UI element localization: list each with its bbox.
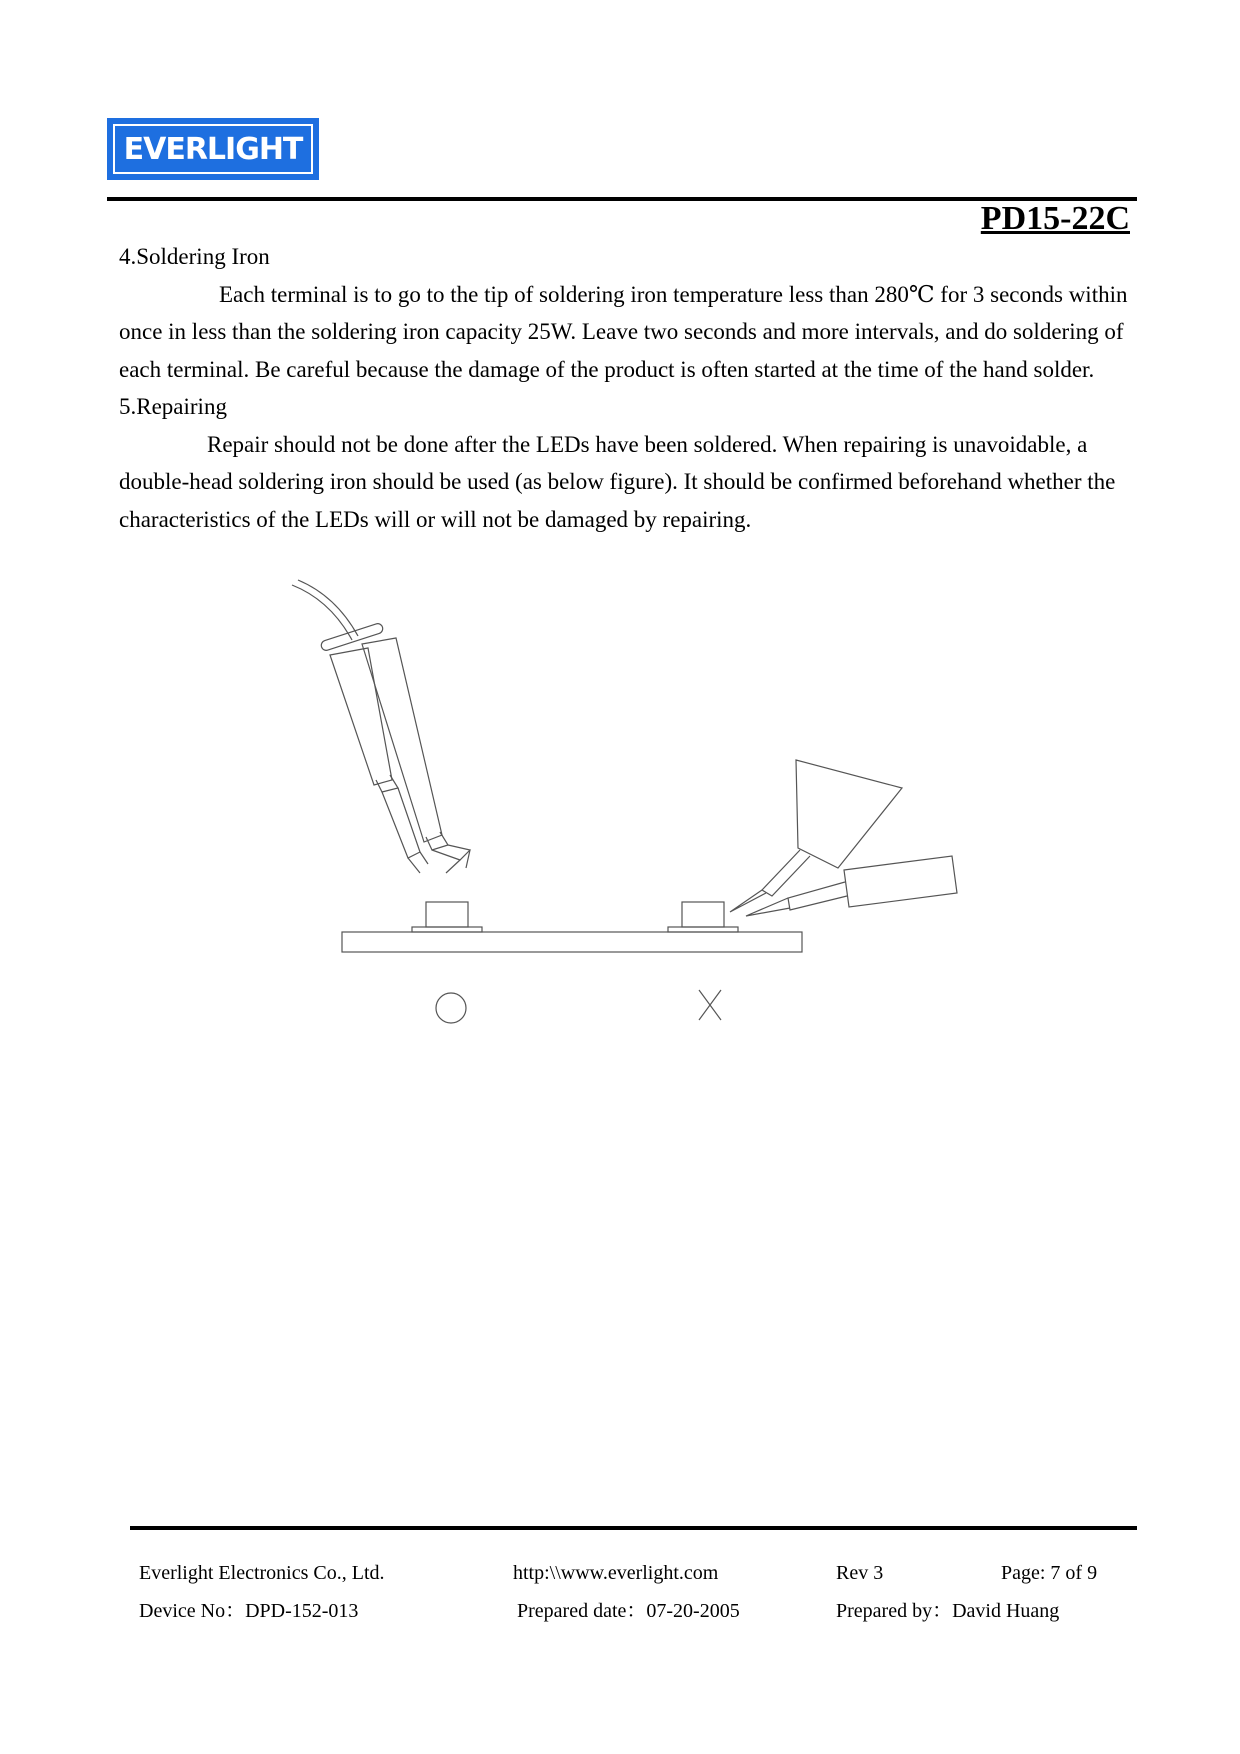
- everlight-logo: [107, 118, 319, 180]
- logo-text: EVERLIGHT: [123, 131, 303, 167]
- footer-prepared-by: Prepared by：David Huang: [836, 1600, 1060, 1622]
- section-paragraph: Repair should not be done after the LEDs have been soldered. When repairing is unavoidable, a double-head soldering iron should be used (as below figure). It should be confirmed beforehand whether the characteristics of the LEDs will or will not be damaged by repairing.: [119, 431, 1116, 532]
- ok-mark-circle: [436, 993, 466, 1023]
- repair-figure: [280, 575, 980, 1035]
- section-heading: 4.Soldering Iron: [119, 244, 270, 269]
- document-body: [119, 238, 1129, 538]
- section-paragraph: Each terminal is to go to the tip of soldering iron temperature less than 280℃ for 3 seconds within once in less than the soldering iron capacity 25W. Leave two seconds and more intervals, and do soldering of each terminal. Be careful because the damage of the product is often started at the time of the hand solder.: [119, 281, 1128, 382]
- double-head-soldering-iron: [292, 580, 470, 873]
- footer-prepared-date: Prepared date：07-20-2005: [517, 1600, 740, 1622]
- footer-device-no: Device No：DPD-152-013: [139, 1600, 359, 1622]
- footer-company: Everlight Electronics Co., Ltd.: [139, 1562, 385, 1584]
- footer-rev: Rev 3: [836, 1562, 884, 1584]
- footer-rule: [130, 1526, 1137, 1530]
- footer-url[interactable]: http:\\www.everlight.com: [513, 1562, 719, 1584]
- ng-mark-x: [699, 990, 721, 1020]
- footer-page: Page: 7 of 9: [1001, 1562, 1098, 1584]
- document-title: PD15-22C: [980, 200, 1130, 237]
- section-heading: 5.Repairing: [119, 394, 227, 419]
- logo-frame: [113, 124, 313, 174]
- single-soldering-irons: [730, 760, 957, 916]
